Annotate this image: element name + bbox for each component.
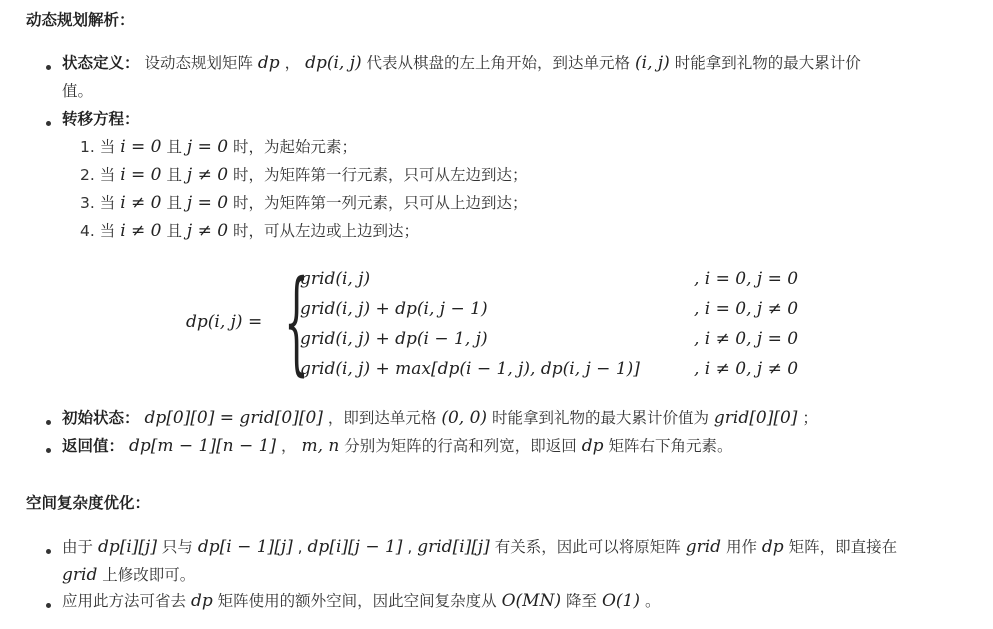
optimization-point-1 xyxy=(62,535,897,559)
case-cond-4: , i ≠ 0, j ≠ 0 xyxy=(694,359,799,379)
transition-item-4 xyxy=(80,219,419,243)
text: ， xyxy=(284,54,301,72)
math-cond: i ≠ 0 xyxy=(120,193,162,213)
math-cond: j ≠ 0 xyxy=(186,165,229,185)
state-def-label: 状态定义： xyxy=(62,54,140,72)
text: ，即到达单元格 xyxy=(327,409,437,427)
math-ij: (i, j) xyxy=(635,53,670,73)
math-expr: grid xyxy=(685,537,722,557)
optimization-point-2 xyxy=(62,589,660,613)
text: 时，为矩阵第一行元素，只可从左边到达； xyxy=(232,166,528,184)
section-title-dp-analysis: 动态规划解析： xyxy=(26,11,135,29)
math-cond: j ≠ 0 xyxy=(186,221,229,241)
case-expr-1: grid(i, j) xyxy=(300,269,371,289)
text: 且 xyxy=(166,166,182,184)
case-cond-2: , i = 0, j ≠ 0 xyxy=(694,299,799,319)
text: 由于 xyxy=(62,538,94,556)
text: 时能拿到礼物的最大累计价 xyxy=(674,54,861,72)
piecewise-equation xyxy=(186,257,826,387)
math-expr: dp[i][j − 1] xyxy=(307,537,403,557)
math-dp: dp xyxy=(581,436,604,456)
math-mn: m, n xyxy=(301,436,340,456)
item-number: 2. xyxy=(80,166,95,184)
text: 矩阵，即直接在 xyxy=(788,538,898,556)
math-expr: dp xyxy=(190,591,213,611)
text: 当 xyxy=(99,194,116,212)
math-expr: O(1) xyxy=(601,591,641,611)
text: 且 xyxy=(166,138,182,156)
optimization-point-1-cont xyxy=(62,563,195,587)
text: 且 xyxy=(166,194,182,212)
text: , xyxy=(407,538,413,556)
math-cond: i = 0 xyxy=(120,137,162,157)
text: ， xyxy=(281,437,297,455)
return-value xyxy=(62,434,732,458)
case-expr-2: grid(i, j) + dp(i, j − 1) xyxy=(300,299,488,319)
section-title-space-optimization: 空间复杂度优化： xyxy=(26,494,151,512)
bullet xyxy=(46,603,51,608)
case-cond-3: , i ≠ 0, j = 0 xyxy=(694,329,799,349)
math-expr: O(MN) xyxy=(501,591,562,611)
initial-state-label: 初始状态： xyxy=(62,409,140,427)
bullet xyxy=(46,121,51,126)
math-expr: dp xyxy=(761,537,784,557)
math-cond: j = 0 xyxy=(186,137,229,157)
text: 代表从棋盘的左上角开始，到达单元格 xyxy=(366,54,631,72)
state-definition xyxy=(62,51,861,75)
text: 上修改即可。 xyxy=(102,566,196,584)
math-val: grid[0][0] xyxy=(713,408,798,428)
math-expr: grid[i][j] xyxy=(417,537,490,557)
text: ； xyxy=(802,409,818,427)
text: 设动态规划矩阵 xyxy=(144,54,253,72)
math-cell: (0, 0) xyxy=(441,408,488,428)
text: 且 xyxy=(166,222,182,240)
bullet xyxy=(46,549,51,554)
math-initial-eq: dp[0][0] = grid[0][0] xyxy=(144,408,323,428)
text: 时，为矩阵第一列元素，只可从上边到达； xyxy=(232,194,528,212)
case-cond-1: , i = 0, j = 0 xyxy=(694,269,799,289)
item-number: 3. xyxy=(80,194,95,212)
math-dp: dp xyxy=(257,53,280,73)
text: 只与 xyxy=(161,538,193,556)
math-cond: j = 0 xyxy=(186,193,229,213)
text: 应用此方法可省去 xyxy=(62,592,187,610)
case-expr-3: grid(i, j) + dp(i − 1, j) xyxy=(300,329,488,349)
return-label: 返回值： xyxy=(62,437,125,455)
bullet xyxy=(46,420,51,425)
item-number: 1. xyxy=(80,138,95,156)
bullet xyxy=(46,448,51,453)
text: 当 xyxy=(99,138,116,156)
text: , xyxy=(297,538,303,556)
math-expr: dp[i][j] xyxy=(97,537,157,557)
transition-item-2 xyxy=(80,163,527,187)
math-cond: i ≠ 0 xyxy=(120,221,162,241)
text: 有关系，因此可以将原矩阵 xyxy=(494,538,681,556)
transition-item-1 xyxy=(80,135,357,159)
text: 用作 xyxy=(725,538,757,556)
text: 当 xyxy=(99,222,116,240)
math-cond: i = 0 xyxy=(120,165,162,185)
text: 矩阵使用的额外空间，因此空间复杂度从 xyxy=(217,592,497,610)
item-number: 4. xyxy=(80,222,95,240)
equation-lhs: dp(i, j) = xyxy=(186,312,263,332)
text: 。 xyxy=(644,592,661,610)
text: 时，为起始元素； xyxy=(232,138,357,156)
text: 时能拿到礼物的最大累计价值为 xyxy=(491,409,709,427)
math-dp-ij: dp(i, j) xyxy=(305,53,362,73)
bullet xyxy=(46,65,51,70)
text: 当 xyxy=(99,166,116,184)
state-definition-cont: 值。 xyxy=(62,82,94,100)
math-return-eq: dp[m − 1][n − 1] xyxy=(128,436,277,456)
math-expr: grid xyxy=(62,565,98,585)
transition-label-text: 转移方程： xyxy=(62,110,140,128)
text: 分别为矩阵的行高和列宽，即返回 xyxy=(344,437,577,455)
case-expr-4: grid(i, j) + max[dp(i − 1, j), dp(i, j − 1)] xyxy=(300,359,640,379)
initial-state xyxy=(62,406,818,430)
transition-item-3 xyxy=(80,191,527,215)
text: 时，可从左边或上边到达； xyxy=(232,222,419,240)
math-expr: dp[i − 1][j] xyxy=(197,537,293,557)
transition-label xyxy=(62,107,140,131)
left-brace: { xyxy=(284,257,309,387)
text: 矩阵右下角元素。 xyxy=(608,437,733,455)
text: 降至 xyxy=(566,592,598,610)
